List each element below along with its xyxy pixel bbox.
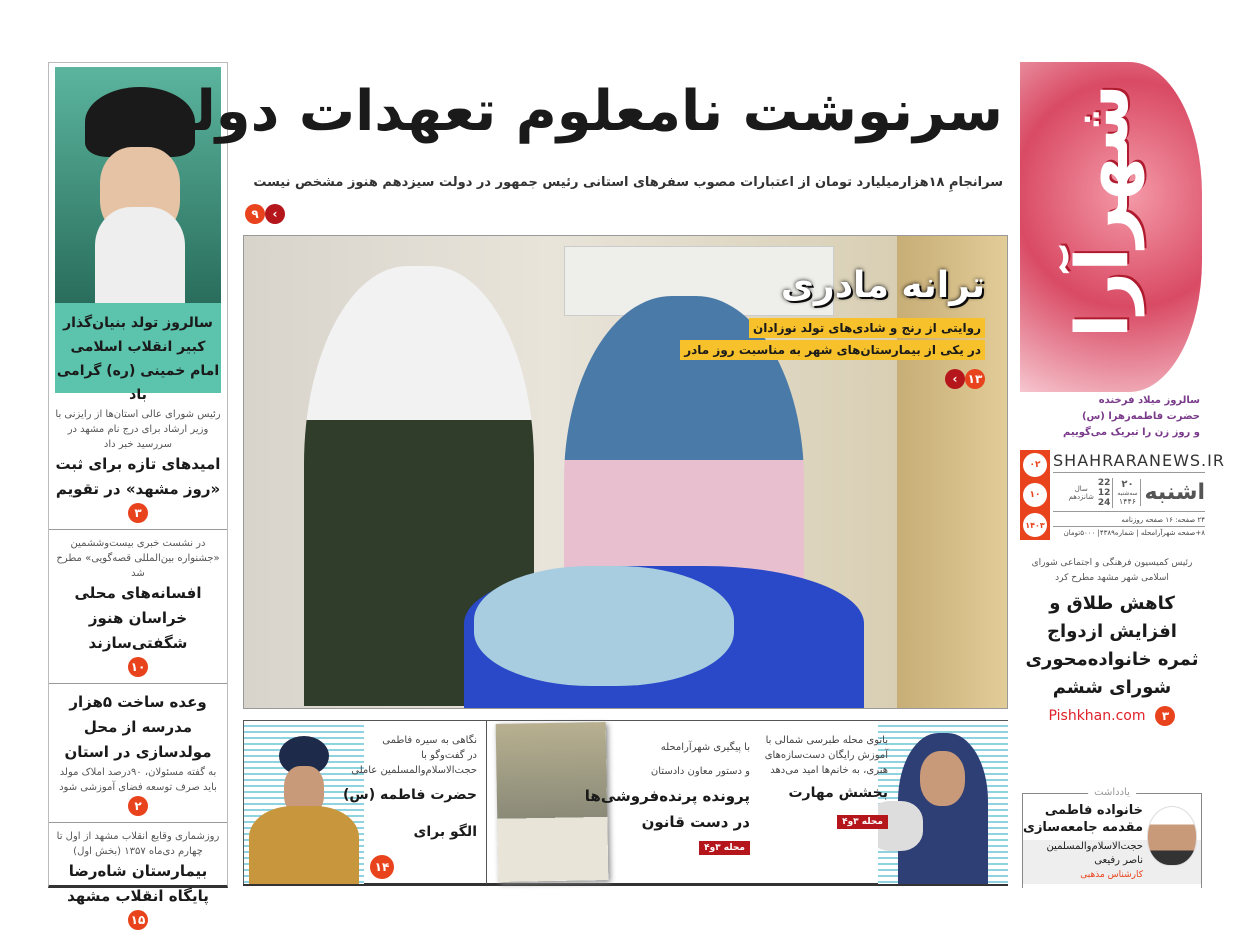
date-circle: ۱۰ [1023,483,1047,507]
weekday: اشنبه [1144,480,1205,505]
story-kicker: و دستور معاون دادستان [650,766,750,777]
page-badge: ۱۵ [128,910,148,930]
left-story[interactable] [49,393,227,530]
page-badge: ۱۳ [965,369,985,389]
greeting-line: سالروز میلاد فرخنده [1098,395,1200,406]
story-kicker: با پیگیری شهرآرامحله [660,742,750,753]
date-fa: ۱۴۴۶ [1118,497,1137,506]
feature-line: در یکی از بیمارستان‌های شهر به مناسبت روز مادر [680,340,985,360]
watermark: Pishkhan.com [1048,708,1146,724]
main-photo[interactable] [243,235,1008,709]
story-title: بیمارستان شاه‌رضا پایگاه انقلاب مشهد [67,862,209,905]
date-en: 22 [1097,477,1111,488]
khomeini-caption [55,303,221,403]
pages-info: ۲۴ صفحه: ۱۶ صفحه روزنامه [1053,515,1205,527]
story-kicker: روزشماری وقایع انقلاب مشهد از اول تا چهارم دی‌ماه ۱۳۵۷ (بخش اول) [56,831,220,857]
date-fa: ۲۰ [1121,479,1134,490]
caption-line: کبیر انقلاب اسلامی [70,339,206,355]
note-label: یادداشت [1088,785,1136,801]
story-kicker: بانوی محله طبرسی شمالی با [765,735,888,746]
left-story[interactable] [49,530,227,684]
story-kicker: نگاهی به سیره فاطمی [382,735,477,746]
story-kicker: در گفت‌وگو با [421,750,477,761]
note-title: مقدمه جامعه‌سازی [1023,820,1143,835]
arrow-left-icon: ‹ [265,204,285,224]
note-title: خانواده فاطمی [1044,803,1143,818]
date-en: 24 [1097,497,1111,508]
page-badge: ۱۰ [128,657,148,677]
story-kicker: رئیس کمیسیون فرهنگی و اجتماعی شورای اسلامی شهر مشهد مطرح کرد [1031,558,1193,583]
date-en: 12 [1097,487,1111,498]
logo-text: شهرآرا [1060,84,1144,338]
page-badge: ۳ [128,503,148,523]
arrow-left-icon: ‹ [945,369,965,389]
page-badge: ۲ [128,796,148,816]
greeting-line: و روز زن را تبریک می‌گوییم [1063,427,1200,438]
page-badge: ۳ [1155,706,1175,726]
main-headline[interactable]: سرنوشت نامعلوم تعهدات دولت [135,79,1003,144]
story-kicker: رئیس شورای عالی استان‌ها از رایزنی با وزیر ارشاد برای درج نام مشهد در سررسید خبر داد [55,409,221,450]
section-tag: محله ۳و۴ [837,815,888,829]
bottom-story-birds[interactable] [486,721,758,884]
date-fa: سه‌شنبه [1117,490,1138,497]
story-title: شورای ششم [1052,677,1172,698]
story-title: بخشش مهارت [788,785,888,801]
website[interactable]: SHAHRARANEWS.IR [1053,450,1205,473]
section-tag: محله ۳و۴ [699,841,750,855]
story-title: حضرت فاطمه (س) [342,787,477,803]
author-title: حجت‌الاسلام‌والمسلمین [1046,841,1143,852]
left-column [48,62,228,927]
greeting [1020,393,1200,441]
right-story[interactable] [1018,556,1206,726]
year-label: سال [1074,484,1088,493]
issue-info: ۸+صفحه شهرآرامحله | شماره۴۳۸۹| ۵۰۰۰تومان [1063,529,1205,537]
caption-line: امام خمینی (ره) گرامی باد [56,363,220,403]
feature-line: روایتی از رنج و شادی‌های تولد نوزادان [749,318,985,338]
bottom-story-fatemeh[interactable] [243,721,485,884]
bottom-row [243,720,1008,886]
story-title: افسانه‌های محلی خراسان هنوز شگفتی‌سازند [74,584,202,652]
story-title: در دست قانون [641,813,750,831]
story-title: افزایش ازدواج [1047,621,1177,642]
author-role: کارشناس مذهبی [1080,870,1143,880]
feature-title: ترانه مادری [780,265,985,306]
bottom-story-skill[interactable] [758,721,1008,884]
author-avatar [1147,806,1197,866]
story-kicker: هنری، به خانم‌ها امید می‌دهد [770,765,888,776]
greeting-line: حضرت فاطمه‌زهرا (س) [1081,411,1200,422]
story-kicker: در نشست خبری بیست‌وششمین «جشنواره بین‌المللی قصه‌گویی» مطرح شد [56,538,220,579]
sub-headline: سرانجامِ ۱۸هزارمیلیارد تومان از اعتبارات مصوب سفرهای استانی رئیس جمهور در دولت سیزدهم هنوز مشخص نیست [253,175,1003,190]
page-badge: ۱۴ [370,855,394,879]
left-story[interactable] [49,823,227,936]
page-badge: ۹ [245,204,265,224]
story-title: وعده ساخت ۵هزار مدرسه از محل مولدسازی در استان [64,693,212,761]
story-title: ثمره خانواده‌محوری [1025,649,1199,670]
woman-photo [878,721,1008,884]
subheadline-page [245,204,285,224]
year-label: شانزدهم [1068,492,1094,501]
story-kicker: به گفته مسئولان، ۹۰درصد املاک مولد باید صرف توسعه فضای آموزشی شود [59,767,217,793]
story-title: امیدهای تازه برای ثبت «روز مشهد» در تقویم [55,455,221,498]
newspaper-logo [1020,62,1202,392]
editorial-note[interactable] [1022,787,1202,888]
date-circle: ۰۲ [1023,453,1047,477]
date-circle: ۱۴۰۳ [1023,513,1047,537]
story-kicker: آموزش رایگان دست‌سازه‌های [764,750,888,761]
story-title: کاهش طلاق و [1049,593,1175,614]
masthead-info [1020,450,1225,540]
caption-line: سالروز تولد بنیان‌گذار [63,315,213,331]
story-title: پرونده پرنده‌فروشی‌ها [584,787,750,805]
left-story[interactable] [49,684,227,823]
author-name: ناصر رفیعی [1094,855,1143,866]
feature-page [945,369,985,389]
story-kicker: حجت‌الاسلام‌والمسلمین عاملی [351,765,477,776]
story-title: الگو برای [413,824,477,840]
